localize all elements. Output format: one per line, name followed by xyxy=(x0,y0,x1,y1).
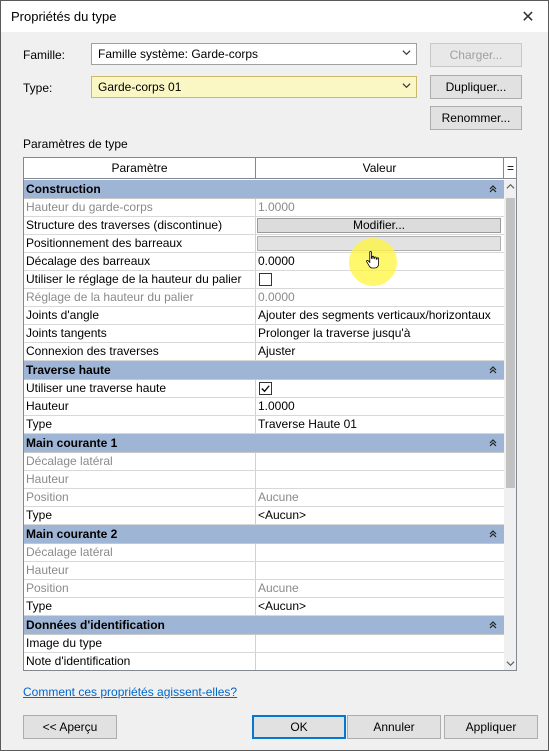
charger-button[interactable]: Charger... xyxy=(430,43,522,67)
group-main-courante-2[interactable] xyxy=(24,525,504,544)
param-name: Réglage de la hauteur du palier xyxy=(24,289,256,306)
landing-height-checkbox[interactable] xyxy=(259,273,272,286)
param-value[interactable]: <Aucun> xyxy=(258,508,307,522)
param-name: Position xyxy=(24,580,256,597)
col-eq-header[interactable]: = xyxy=(506,161,514,175)
scrollbar-thumb[interactable] xyxy=(506,198,515,488)
param-value: Aucune xyxy=(258,490,299,504)
collapse-icon[interactable] xyxy=(488,184,498,194)
collapse-icon[interactable] xyxy=(488,620,498,630)
param-name: Positionnement des barreaux xyxy=(24,235,256,252)
dupliquer-button[interactable]: Dupliquer... xyxy=(430,75,522,99)
help-link[interactable]: Comment ces propriétés agissent-elles? xyxy=(23,685,238,699)
table-row xyxy=(24,289,504,307)
params-section-label: Paramètres de type xyxy=(23,137,128,151)
group-main-courante-1[interactable] xyxy=(24,434,504,453)
param-value[interactable] xyxy=(256,653,504,670)
param-name: Connexion des traverses xyxy=(24,343,256,360)
param-value[interactable]: Ajouter des segments verticaux/horizontaux xyxy=(258,308,491,322)
group-title: Main courante 2 xyxy=(26,527,118,541)
chevron-down-icon xyxy=(402,81,411,90)
apercu-button[interactable]: << Aperçu xyxy=(23,715,117,739)
hand-cursor-icon xyxy=(365,250,381,270)
type-label: Type: xyxy=(23,81,53,95)
table-row xyxy=(24,471,504,489)
table-row xyxy=(24,653,504,671)
table-row xyxy=(24,544,504,562)
table-row xyxy=(24,271,504,289)
param-name: Décalage des barreaux xyxy=(24,253,256,270)
param-value[interactable]: 0.0000 xyxy=(258,254,295,268)
param-name: Hauteur xyxy=(24,471,256,488)
param-name: Hauteur du garde-corps xyxy=(24,199,256,216)
table-row xyxy=(24,398,504,416)
appliquer-button[interactable]: Appliquer xyxy=(444,715,538,739)
grid-rows xyxy=(24,180,504,671)
chevron-down-icon xyxy=(402,48,411,57)
param-name: Utiliser une traverse haute xyxy=(24,380,256,397)
param-value xyxy=(256,471,504,488)
param-name: Joints d'angle xyxy=(24,307,256,324)
grid-header xyxy=(24,158,517,179)
param-name: Hauteur xyxy=(24,562,256,579)
param-name: Type xyxy=(24,598,256,615)
param-name: Joints tangents xyxy=(24,325,256,342)
table-row xyxy=(24,199,504,217)
table-row xyxy=(24,635,504,653)
group-traverse-haute[interactable] xyxy=(24,361,504,380)
group-title: Main courante 1 xyxy=(26,436,118,450)
renommer-button[interactable]: Renommer... xyxy=(430,106,522,130)
table-row xyxy=(24,598,504,616)
param-name: Décalage latéral xyxy=(24,453,256,470)
table-row xyxy=(24,380,504,398)
famille-value: Famille système: Garde-corps xyxy=(98,47,259,61)
group-identification[interactable] xyxy=(24,616,504,635)
famille-dropdown[interactable] xyxy=(91,43,417,65)
param-value: Aucune xyxy=(258,581,299,595)
scroll-down-icon[interactable] xyxy=(504,657,517,670)
param-value xyxy=(256,544,504,561)
vertical-scrollbar[interactable] xyxy=(504,180,517,670)
param-name: Image du type xyxy=(24,635,256,652)
param-value[interactable]: 1.0000 xyxy=(258,399,295,413)
group-title: Données d'identification xyxy=(26,618,165,632)
param-name: Type xyxy=(24,507,256,524)
table-row xyxy=(24,453,504,471)
famille-label: Famille: xyxy=(23,48,66,62)
param-value-cell xyxy=(256,217,504,234)
param-value[interactable]: Prolonger la traverse jusqu'à xyxy=(258,326,411,340)
type-dropdown[interactable] xyxy=(91,76,417,98)
col-value-header[interactable]: Valeur xyxy=(256,158,504,178)
param-name: Position xyxy=(24,489,256,506)
collapse-icon[interactable] xyxy=(488,529,498,539)
table-row xyxy=(24,416,504,434)
ok-button[interactable]: OK xyxy=(252,715,346,739)
param-name: Décalage latéral xyxy=(24,544,256,561)
annuler-button[interactable]: Annuler xyxy=(347,715,441,739)
param-value: 0.0000 xyxy=(258,290,295,304)
close-icon[interactable]: ✕ xyxy=(521,8,535,26)
col-param-header[interactable]: Paramètre xyxy=(24,158,256,178)
table-row xyxy=(24,307,504,325)
title-bar xyxy=(1,1,548,32)
group-construction[interactable] xyxy=(24,180,504,199)
param-value[interactable]: <Aucun> xyxy=(258,599,307,613)
param-value xyxy=(256,453,504,470)
param-value xyxy=(256,562,504,579)
collapse-icon[interactable] xyxy=(488,365,498,375)
table-row xyxy=(24,507,504,525)
type-value: Garde-corps 01 xyxy=(98,80,182,94)
param-name: Utiliser le réglage de la hauteur du palier xyxy=(24,271,256,288)
scroll-up-icon[interactable] xyxy=(504,180,517,193)
table-row xyxy=(24,325,504,343)
table-row xyxy=(24,235,504,253)
param-name: Hauteur xyxy=(24,398,256,415)
modifier-button[interactable]: Modifier... xyxy=(257,218,501,233)
group-title: Traverse haute xyxy=(26,363,111,377)
window-title: Propriétés du type xyxy=(11,9,117,24)
param-name: Structure des traverses (discontinue) xyxy=(24,217,256,234)
param-value[interactable] xyxy=(256,635,504,652)
table-row xyxy=(24,562,504,580)
param-value: 1.0000 xyxy=(258,200,295,214)
table-row xyxy=(24,580,504,598)
param-value-cell xyxy=(256,380,504,397)
cursor-highlight xyxy=(349,238,397,286)
param-value[interactable]: Ajuster xyxy=(258,344,296,358)
table-row xyxy=(24,489,504,507)
table-row xyxy=(24,343,504,361)
group-title: Construction xyxy=(26,182,101,196)
table-row xyxy=(24,253,504,271)
param-name: Note d'identification xyxy=(24,653,256,670)
top-rail-checkbox[interactable] xyxy=(259,382,272,395)
checkmark-icon xyxy=(260,383,271,394)
param-name: Type xyxy=(24,416,256,433)
param-value[interactable]: Traverse Haute 01 xyxy=(258,417,357,431)
collapse-icon[interactable] xyxy=(488,438,498,448)
properties-grid xyxy=(23,157,517,671)
table-row xyxy=(24,217,504,235)
